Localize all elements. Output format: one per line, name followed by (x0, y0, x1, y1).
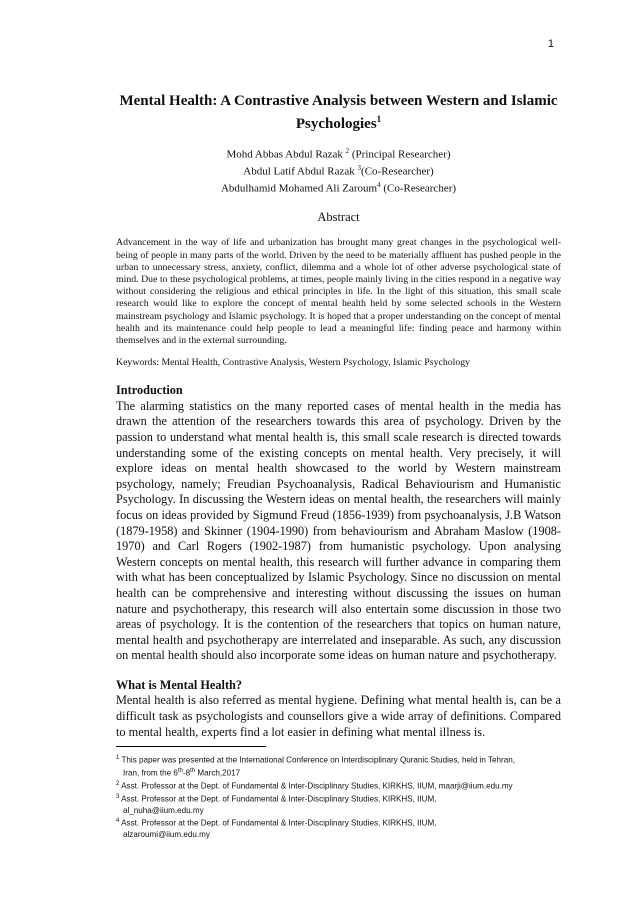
author-role: (Co-Researcher) (361, 165, 434, 178)
author-footnote-mark: 2 (345, 147, 350, 155)
author-footnote-mark: 4 (377, 181, 381, 190)
author-name: Abdulhamid Mohamed Ali Zaroum (220, 182, 378, 195)
author-name: Abdul Latif Abdul Razak (243, 165, 358, 178)
footnote-mark: 4 (116, 817, 120, 824)
paper-content (116, 92, 561, 840)
author-name: Mohd Abbas Abdul Razak (226, 148, 346, 161)
abstract-heading: Abstract (317, 210, 360, 225)
page-number: 1 (547, 38, 554, 50)
footnote-mark: 2 (116, 780, 120, 787)
author-list (116, 145, 561, 196)
footnote-text: -8 (182, 768, 191, 778)
section-heading-what-is-mental-health: What is Mental Health? (116, 677, 243, 692)
footnotes (116, 753, 561, 840)
footnote-superscript: th (190, 768, 196, 775)
footnote-text: Asst. Professor at the Dept. of Fundamental & Inter-Disciplinary Studies, KIRKHS, IIUM, (119, 794, 437, 804)
abstract-text: Advancement in the way of life and urbanization has brought many great changes in the psychological well-being of people in many parts of the world. Driven by the need to be materially affluent has pushed people in the urban to unnecessary stress, anxiety, conflict, dilemma and a whole lot of other adverse psychological state of mind. Due to these psychological problems, at times, people mainly living in the cities respond in a negative way without considering the religious and ethical principles in life. In the light of this situation, this small scale research would like to explore the concept of mental health held by some selected schools in the Western mainstream psychology and Islamic psychology. It is hoped that a proper understanding on the concept of mental health and its maintenance could help people to lead a meaningful life: finding peace and harmony within themselves and in the external surrounding. (116, 237, 561, 347)
footnote-text: March,2017 (195, 768, 241, 778)
author-footnote-mark: 3 (357, 164, 362, 173)
footnote-continuation (116, 766, 561, 779)
footnote-email: al_nuha@iium.edu.my (123, 805, 204, 815)
introduction-paragraph: The alarming statistics on the many reported cases of mental health in the media has drawn the attention of the researchers towards this area of psychology. Driven by the passion to understand what mental health is, this small scale research is directed towards understanding some of the existing concepts on mental health. Very precisely, it will explore ideas on mental health showcased to the world by Western mainstream psychology, namely; Freudian Psychoanalysis, Radical Behaviourism and Humanistic Psychology. In discussing the Western ideas on mental health, the researchers will mainly focus on ideas provided by Sigmund Freud (1856-1939) from psychoanalysis, J.B Watson (1879-1958) and Skinner (1904-1990) from behaviourism and Abraham Maslow (1908-1970) and Carl Rogers (1902-1987) from humanistic psychology. Upon analysing Western concepts on mental health, this research will further advance in comparing them with what has been conceptualized by Islamic Psychology. Since no discussion on mental health can be comprehensive and interesting without discussing the issues on human nature and psychotherapy, this research will also entertain some discussion in those two areas of psychology. It is the contention of the researchers that topics on human nature, mental health and psychotherapy are interrelated and inseparable. As such, any discussion on mental health should also incorporate some ideas on human nature and psychotherapy. (116, 398, 561, 663)
author-role: (Principal Researcher) (349, 148, 451, 161)
paper-title-text: Mental Health: A Contrastive Analysis between Western and Islamic Psychologies (119, 93, 558, 132)
footnote-email: alzaroumi@iium.edu.my (123, 829, 210, 839)
footnote-item (116, 792, 561, 816)
footnote-text: Iran, from the 6 (123, 768, 178, 778)
paper-title (116, 92, 561, 133)
author-line (116, 162, 561, 179)
author-line (116, 179, 561, 196)
footnote-divider (116, 746, 266, 747)
footnote-text: Asst. Professor at the Dept. of Fundamental & Inter-Disciplinary Studies, KIRKHS, IIUM, maarji@iium.edu.my (119, 781, 513, 791)
footnote-mark: 1 (116, 755, 120, 762)
author-line (116, 145, 561, 162)
section-heading-introduction: Introduction (116, 383, 183, 398)
footnote-item (116, 816, 561, 840)
keywords: Keywords: Mental Health, Contrastive Analysis, Western Psychology, Islamic Psychology (116, 357, 471, 369)
author-role: (Co-Researcher) (380, 182, 457, 195)
footnote-item (116, 779, 561, 792)
footnote-superscript: th (177, 768, 183, 775)
footnote-text: This paper was presented at the International Conference on Interdisciplinary Quranic Studies, held in Tehran, (119, 755, 515, 765)
what-is-mental-health-paragraph: Mental health is also referred as mental hygiene. Defining what mental health is, can be a difficult task as psychologists and counsellors give a wide array of definitions. Compared to mental health, experts find a lot easier in defining what mental illness is. (116, 693, 561, 739)
title-footnote-mark: 1 (376, 114, 382, 124)
footnote-item (116, 753, 561, 779)
footnote-text: Asst. Professor at the Dept. of Fundamental & Inter-Disciplinary Studies, KIRKHS, IIUM, (119, 818, 437, 828)
footnote-mark: 3 (116, 793, 120, 800)
